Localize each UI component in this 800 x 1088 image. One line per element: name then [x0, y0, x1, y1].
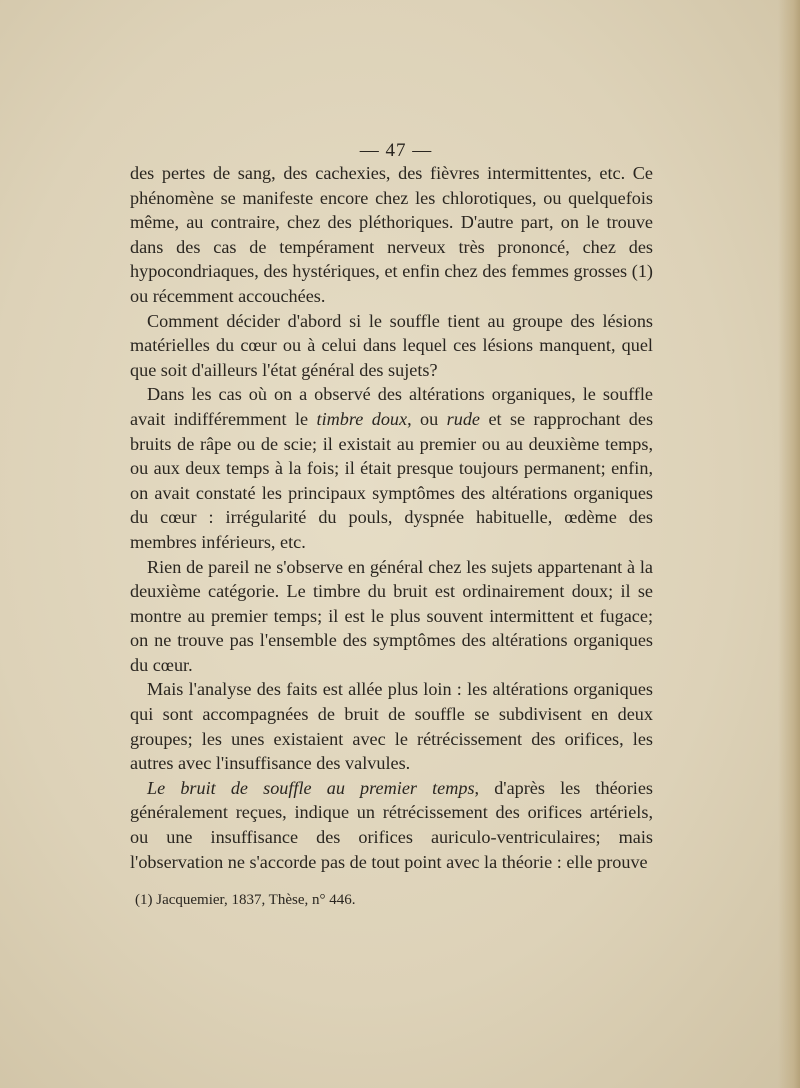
paragraph-1: des pertes de sang, des cachexies, des fièvres intermittentes, etc. Ce phénomène se manifeste encore chez les chlorotiques, ou quelquefois même, au contraire, chez des pléthoriques. D'autre part, on le trouve dans des cas de tempérament nerveux très prononcé, chez des hypocondriaques, des hystériques, et enfin chez des femmes grosses (1) ou récemment accouchées.: [130, 163, 653, 306]
page-edge-shadow: [778, 0, 800, 1088]
paragraph-3: [130, 382, 653, 554]
paragraph-6-rest: , d'après les théories généralement reçues, indique un rétrécissement des orifices artériels, ou une insuffisance des orifices auriculo-ventriculaires; mais l'observation ne s'accorde pas de tout point avec la théorie : elle prouve: [130, 777, 653, 872]
paragraph-4: Rien de pareil ne s'observe en général chez les sujets appartenant à la deuxième catégorie. Le timbre du bruit est ordinairement doux; il se montre au premier temps; il est le plus souvent intermittent et fugace; on ne trouve pas l'ensemble des symptômes des altérations organiques du cœur.: [130, 556, 653, 675]
italic-timbre-doux: timbre doux: [316, 408, 408, 429]
body-text: [130, 161, 653, 874]
paragraph-5: Mais l'analyse des faits est allée plus loin : les altérations organiques qui sont accompagnées de bruit de souffle se subdivisent en deux groupes; les unes existaient avec le rétrécissement des orifices, les autres avec l'insuffisance des valvules.: [130, 679, 653, 774]
paragraph-3-between: , ou: [407, 408, 439, 429]
paragraph-2: Comment décider d'abord si le souffle tient au groupe des lésions matérielles du cœur ou à celui dans lequel ces lésions manquent, quel que soit d'ailleurs l'état général des sujets?: [130, 310, 653, 380]
page-number: — 47 —: [359, 140, 433, 161]
italic-rude: rude: [446, 408, 481, 429]
footnote: (1) Jacquemier, 1837, Thèse, n° 446.: [135, 892, 356, 908]
paragraph-6: [130, 776, 653, 874]
italic-lead: Le bruit de souffle au premier temps: [147, 777, 475, 798]
paragraph-3-end: et se rapprochant des bruits de râpe ou de scie; il existait au premier ou au deuxième temps, ou aux deux temps à la fois; il était presque toujours permanent; enfin, on avait constaté les principaux symptômes des altérations organiques du cœur : irrégularité du pouls, dyspnée habituelle, œdème des membres inférieurs, etc.: [130, 408, 654, 552]
paragraph-3-start: Dans les cas où on a observé des altérations organiques, le souffle avait indifféremment le: [130, 384, 653, 429]
